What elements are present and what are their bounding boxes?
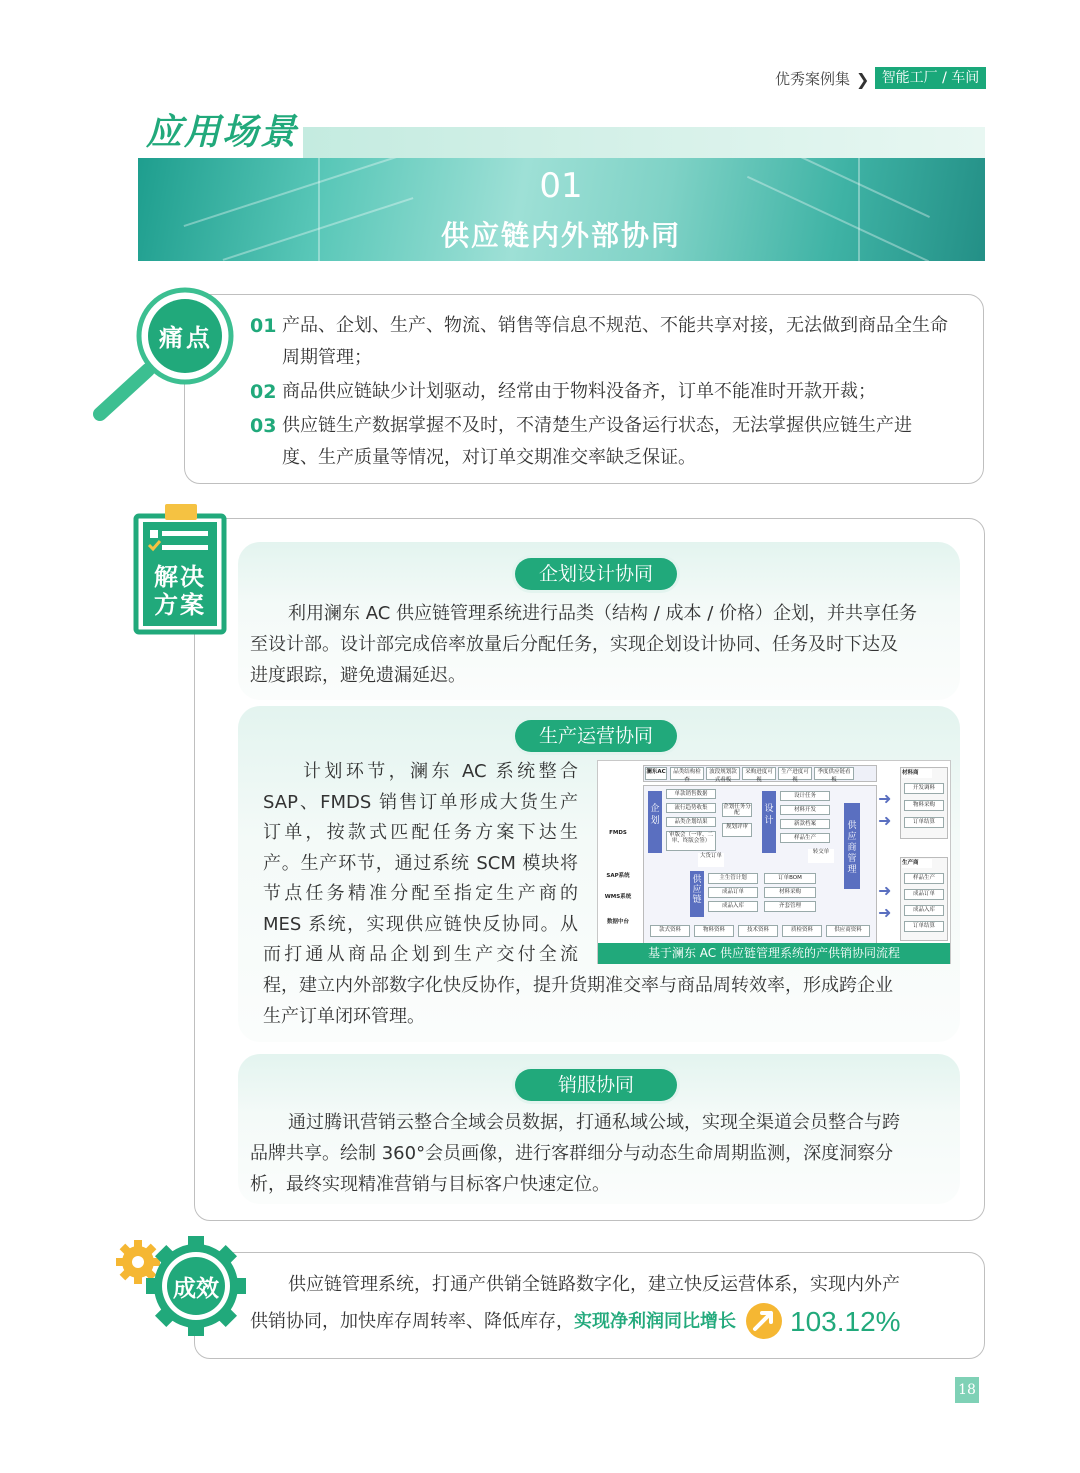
diagram-cell: 订单结算 xyxy=(904,817,944,828)
diagram-cell: 新款档案 xyxy=(780,819,830,829)
card-text-production xyxy=(263,757,578,971)
diagram-cell: 生产进度可视 xyxy=(778,767,812,780)
text-line: 供销协同，加快库存周转率、降低库存， xyxy=(250,1310,574,1332)
text-line: 订单，按款式匹配任务方案下达生 xyxy=(263,822,578,843)
result-text xyxy=(250,1268,975,1341)
diagram-cell: 季度供应链看板 xyxy=(814,767,854,780)
pain-item xyxy=(250,310,970,374)
diagram-cell: 齐套管理 xyxy=(764,901,816,912)
text-line: 利用澜东 AC 供应链管理系统进行品类（结构 / 成本 / 价格）企划，并共享任务 xyxy=(288,603,918,624)
diagram-cell: 开发调料 xyxy=(904,783,944,794)
text-line: 供应链管理系统，打通产供销全链路数字化，建立快反运营体系，实现内外产 xyxy=(288,1274,900,1295)
diagram-cell: 波段规划款式看板 xyxy=(706,767,740,780)
text-line: 通过腾讯营销云整合全域会员数据，打通私域公域，实现全渠道会员整合与跨 xyxy=(288,1112,900,1133)
text-line: 进度跟踪，避免遗漏延迟。 xyxy=(250,665,466,686)
diagram-arrow-label: 企划任务分配 xyxy=(723,804,751,816)
text-line: MES 系统，实现供应链快反协同。从 xyxy=(263,913,578,935)
diagram-source-label: SAP系统 xyxy=(602,873,634,887)
text-line: 产。生产环节，通过系统 SCM 模块将 xyxy=(263,852,578,874)
card-text-production-tail xyxy=(263,970,953,1032)
text-line: 生产订单闭环管理。 xyxy=(263,1006,425,1027)
diagram-arrow-label: 大货订单 xyxy=(698,853,724,867)
pain-item-text: 供应链生产数据掌握不及时，不清楚生产设备运行状态，无法掌握供应链生产进 xyxy=(282,415,912,436)
pain-item-text: 度、生产质量等情况，对订单交期准交率缺乏保证。 xyxy=(282,447,696,468)
diagram-cell: 材料开发 xyxy=(780,805,830,815)
diagram-group-title: 材料商 xyxy=(902,769,932,778)
banner-number: 01 xyxy=(539,166,583,206)
pain-item-text: 商品供应链缺少计划驱动，经常由于物料没备齐，订单不能准时开款开裁； xyxy=(282,381,876,402)
category-tag: 智能工厂 / 车间 xyxy=(875,67,986,89)
pain-item-number: 02 xyxy=(250,381,277,403)
diagram-chain-label: 供应链 xyxy=(690,871,704,917)
magnifier-icon xyxy=(86,287,246,427)
diagram-supplier-mgmt: 供应商管理 xyxy=(844,803,860,889)
text-line: 至设计部。设计部完成倍率放量后分配任务，实现企划设计协同、任务及时下达及 xyxy=(250,634,898,655)
diagram-cell: 订单结算 xyxy=(904,921,944,932)
growth-value: 103.12% xyxy=(790,1305,901,1337)
title-underline-bar xyxy=(303,127,985,159)
diagram-cell: 物料采购 xyxy=(904,800,944,811)
diagram-source-label: 数据中台 xyxy=(602,919,634,933)
diagram-cell: 品类企划结果 xyxy=(666,817,716,827)
diagram-arrow-label: 转交单 xyxy=(808,849,834,863)
pain-list xyxy=(250,310,970,476)
pain-badge-label: 痛点 xyxy=(159,324,213,352)
diagram-design-label: 设计 xyxy=(762,791,776,853)
arrow-left-icon: ➜ xyxy=(878,789,892,808)
card-title-sales: 销服协同 xyxy=(515,1069,677,1101)
diagram-cell: 成品订单 xyxy=(708,887,758,898)
diagram-cell: 样品生产 xyxy=(780,833,830,843)
diagram-source-label: FMDS xyxy=(602,829,634,839)
process-diagram xyxy=(597,760,951,964)
diagram-cell: 成品订单 xyxy=(904,889,944,900)
category-label: 优秀案例集 xyxy=(774,70,850,88)
diagram-cell: 品类结构检查 xyxy=(670,767,704,780)
diagram-cell: 设计任务 xyxy=(780,791,830,801)
text-line: 析，最终实现精准营销与目标客户快速定位。 xyxy=(250,1174,610,1195)
pain-item-number: 03 xyxy=(250,415,277,437)
diagram-cell: 供应商资料 xyxy=(826,925,870,937)
solution-badge-line: 方案 xyxy=(154,591,206,619)
pain-item xyxy=(250,410,970,474)
pain-item-text: 产品、企划、生产、物流、销售等信息不规范、不能共享对接，无法做到商品全生命 xyxy=(282,315,948,336)
banner-title: 供应链内外部协同 xyxy=(440,219,681,252)
diagram-plan-label: 企划 xyxy=(648,791,662,853)
diagram-cell: 质检资料 xyxy=(782,925,822,937)
diagram-cell: 单款销售数据 xyxy=(666,789,716,799)
text-line: SAP、FMDS 销售订单形成大货生产 xyxy=(263,791,578,813)
diagram-source-label: WMS系统 xyxy=(602,894,634,908)
arrow-right-icon: ➜ xyxy=(878,811,892,830)
arrow-right-icon: ➜ xyxy=(878,903,892,922)
text-line: 而打通从商品企划到生产交付全流 xyxy=(263,944,578,965)
solution-badge-label xyxy=(146,563,214,619)
diagram-cell: 审版会（一审、二审、终版会签） xyxy=(666,831,716,851)
growth-arrow-icon xyxy=(744,1301,784,1341)
result-badge-label: 成效 xyxy=(173,1276,219,1302)
solution-badge-line: 解决 xyxy=(154,563,206,591)
card-title-planning: 企划设计协同 xyxy=(515,558,677,590)
diagram-cell: 澜东AC xyxy=(645,767,667,780)
diagram-cell: 成品入库 xyxy=(904,905,944,916)
text-line: 程，建立内外部数字化快反协作，提升货期准交率与商品周转效率，形成跨企业 xyxy=(263,975,893,996)
arrow-right-icon: ➜ xyxy=(878,881,892,900)
diagram-cell: 样品生产 xyxy=(904,873,944,884)
text-line: 计划环节，澜东 AC 系统整合 xyxy=(303,761,578,782)
diagram-cell: 物料资料 xyxy=(694,925,734,937)
diagram-cell: 技术资料 xyxy=(738,925,778,937)
text-line: 节点任务精准分配至指定生产商的 xyxy=(263,883,578,904)
diagram-cell: 成品入库 xyxy=(708,901,758,912)
diagram-caption: 基于澜东 AC 供应链管理系统的产供销协同流程 xyxy=(598,943,950,964)
page-number: 18 xyxy=(955,1377,979,1403)
diagram-cell: 主生管计划 xyxy=(708,873,758,884)
diagram-cell: 订单BOM xyxy=(764,873,816,884)
result-highlight: 实现净利润同比增长 xyxy=(574,1310,736,1332)
pain-item-text: 周期管理； xyxy=(282,347,372,368)
diagram-arrow-label: 规划评审 xyxy=(722,823,752,837)
pain-item xyxy=(250,376,970,408)
card-text-planning xyxy=(250,598,950,691)
diagram-cell: 款式资料 xyxy=(650,925,690,937)
card-text-sales xyxy=(250,1107,950,1200)
section-title: 应用场景 xyxy=(146,112,299,153)
diagram-cell: 材料采购 xyxy=(764,887,816,898)
diagram-cell: 采购进度可视 xyxy=(742,767,776,780)
result-line-2 xyxy=(250,1301,975,1341)
text-line: 品牌共享。绘制 360°会员画像，进行客群细分与动态生命周期监测，深度洞察分 xyxy=(250,1143,894,1164)
diagram-cell: 流行趋势收集 xyxy=(666,803,716,813)
diagram-group-title: 生产商 xyxy=(902,859,932,868)
pain-item-number: 01 xyxy=(250,315,277,337)
card-title-production: 生产运营协同 xyxy=(515,720,677,752)
chevron-right-icon: ❯ xyxy=(856,70,870,89)
